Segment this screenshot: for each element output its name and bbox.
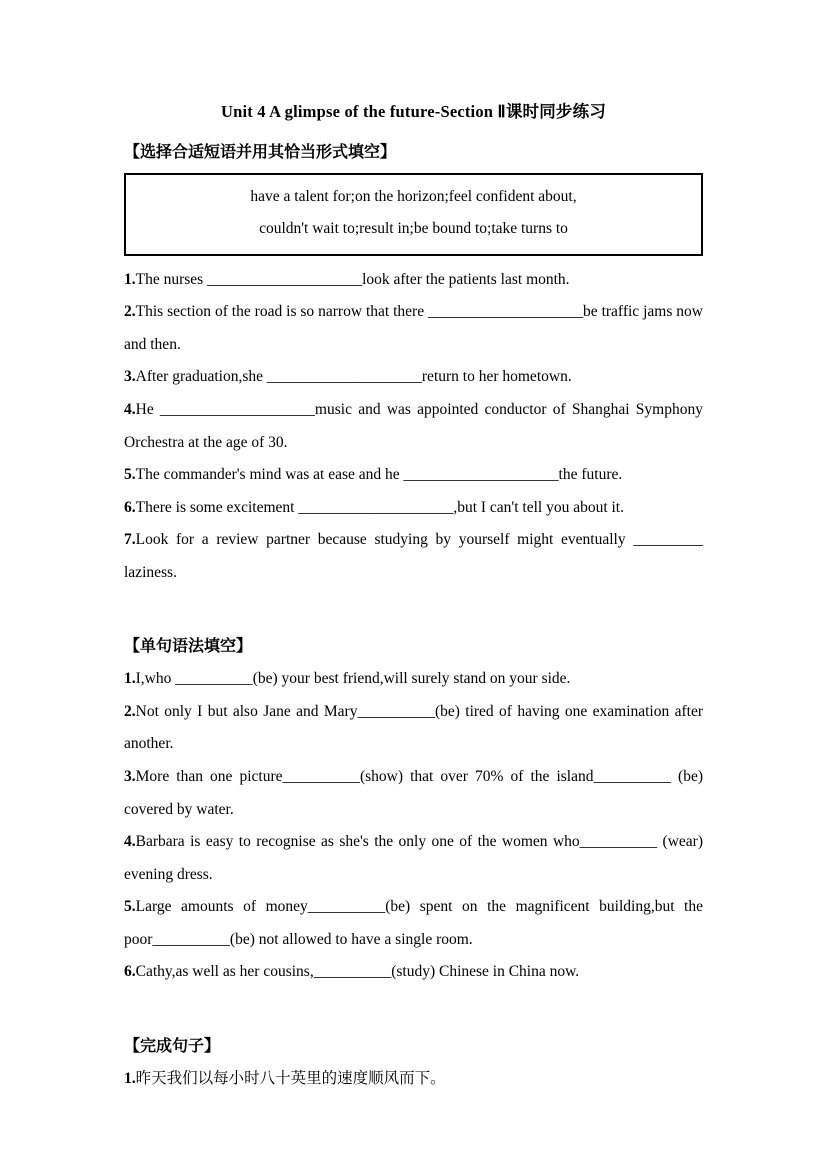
- exercise-item: [124, 394, 703, 459]
- item-number: 1.: [124, 1069, 136, 1087]
- item-text: This section of the road is so narrow that there ____________________be traffic jams now and then.: [124, 303, 703, 353]
- page-title: Unit 4 A glimpse of the future-Section Ⅱ课时同步练习: [220, 102, 607, 121]
- word-bank-line: couldn't wait to;result in;be bound to;take turns to: [259, 220, 568, 238]
- item-text: Cathy,as well as her cousins,__________(study) Chinese in China now.: [135, 963, 580, 981]
- item-number: 4.: [124, 401, 136, 419]
- item-number: 5.: [124, 466, 136, 484]
- item-text: The nurses ____________________look after the patients last month.: [135, 270, 570, 288]
- item-text: There is some excitement ____________________,but I can't tell you about it.: [135, 498, 624, 516]
- exercise-item: [124, 524, 703, 589]
- item-number: 1.: [124, 670, 136, 688]
- exercise-item: [124, 492, 703, 525]
- item-number: 6.: [124, 963, 136, 981]
- item-text: 昨天我们以每小时八十英里的速度顺风而下。: [135, 1069, 446, 1087]
- item-text: The commander's mind was at ease and he ____________________the future.: [135, 466, 623, 484]
- item-text: Look for a review partner because studying by yourself might eventually _________ laziness.: [124, 531, 703, 581]
- item-number: 4.: [124, 833, 136, 851]
- item-number: 3.: [124, 368, 136, 386]
- exercise-item: [124, 264, 703, 297]
- item-number: 2.: [124, 702, 136, 720]
- exercise-item: [124, 956, 703, 989]
- section2-heading: 【单句语法填空】: [124, 638, 253, 656]
- word-bank-box: [124, 173, 703, 256]
- exercise-item: [124, 459, 703, 492]
- exercise-item: [124, 296, 703, 361]
- item-text: I,who __________(be) your best friend,will surely stand on your side.: [135, 670, 571, 688]
- item-number: 7.: [124, 531, 136, 549]
- section1-heading: 【选择合适短语并用其恰当形式填空】: [124, 143, 397, 161]
- word-bank-line: have a talent for;on the horizon;feel confident about,: [250, 187, 577, 205]
- exercise-item: [124, 761, 703, 826]
- item-number: 2.: [124, 303, 136, 321]
- section3-heading: 【完成句子】: [124, 1037, 221, 1055]
- item-text: More than one picture__________(show) that over 70% of the island__________ (be) covered by water.: [124, 767, 703, 818]
- item-number: 1.: [124, 270, 136, 288]
- item-text: After graduation,she ____________________return to her hometown.: [135, 368, 572, 386]
- exercise-item: [124, 826, 703, 891]
- item-text: Barbara is easy to recognise as she's the only one of the women who__________ (wear) evening dress.: [124, 833, 703, 883]
- item-number: 5.: [124, 898, 136, 916]
- exercise-item: [124, 361, 703, 394]
- item-number: 3.: [124, 767, 136, 785]
- exercise-item: [124, 891, 703, 956]
- item-number: 6.: [124, 498, 136, 516]
- item-text: Large amounts of money__________(be) spent on the magnificent building,but the poor__________(be) not allowed to have a single room.: [124, 898, 703, 948]
- exercise-item: [124, 663, 703, 696]
- exercise-item: [124, 1063, 703, 1096]
- item-text: He ____________________music and was appointed conductor of Shanghai Symphony Orchestra at the age of 30.: [124, 401, 703, 451]
- exercise-item: [124, 696, 703, 761]
- item-text: Not only I but also Jane and Mary__________(be) tired of having one examination after another.: [124, 702, 703, 753]
